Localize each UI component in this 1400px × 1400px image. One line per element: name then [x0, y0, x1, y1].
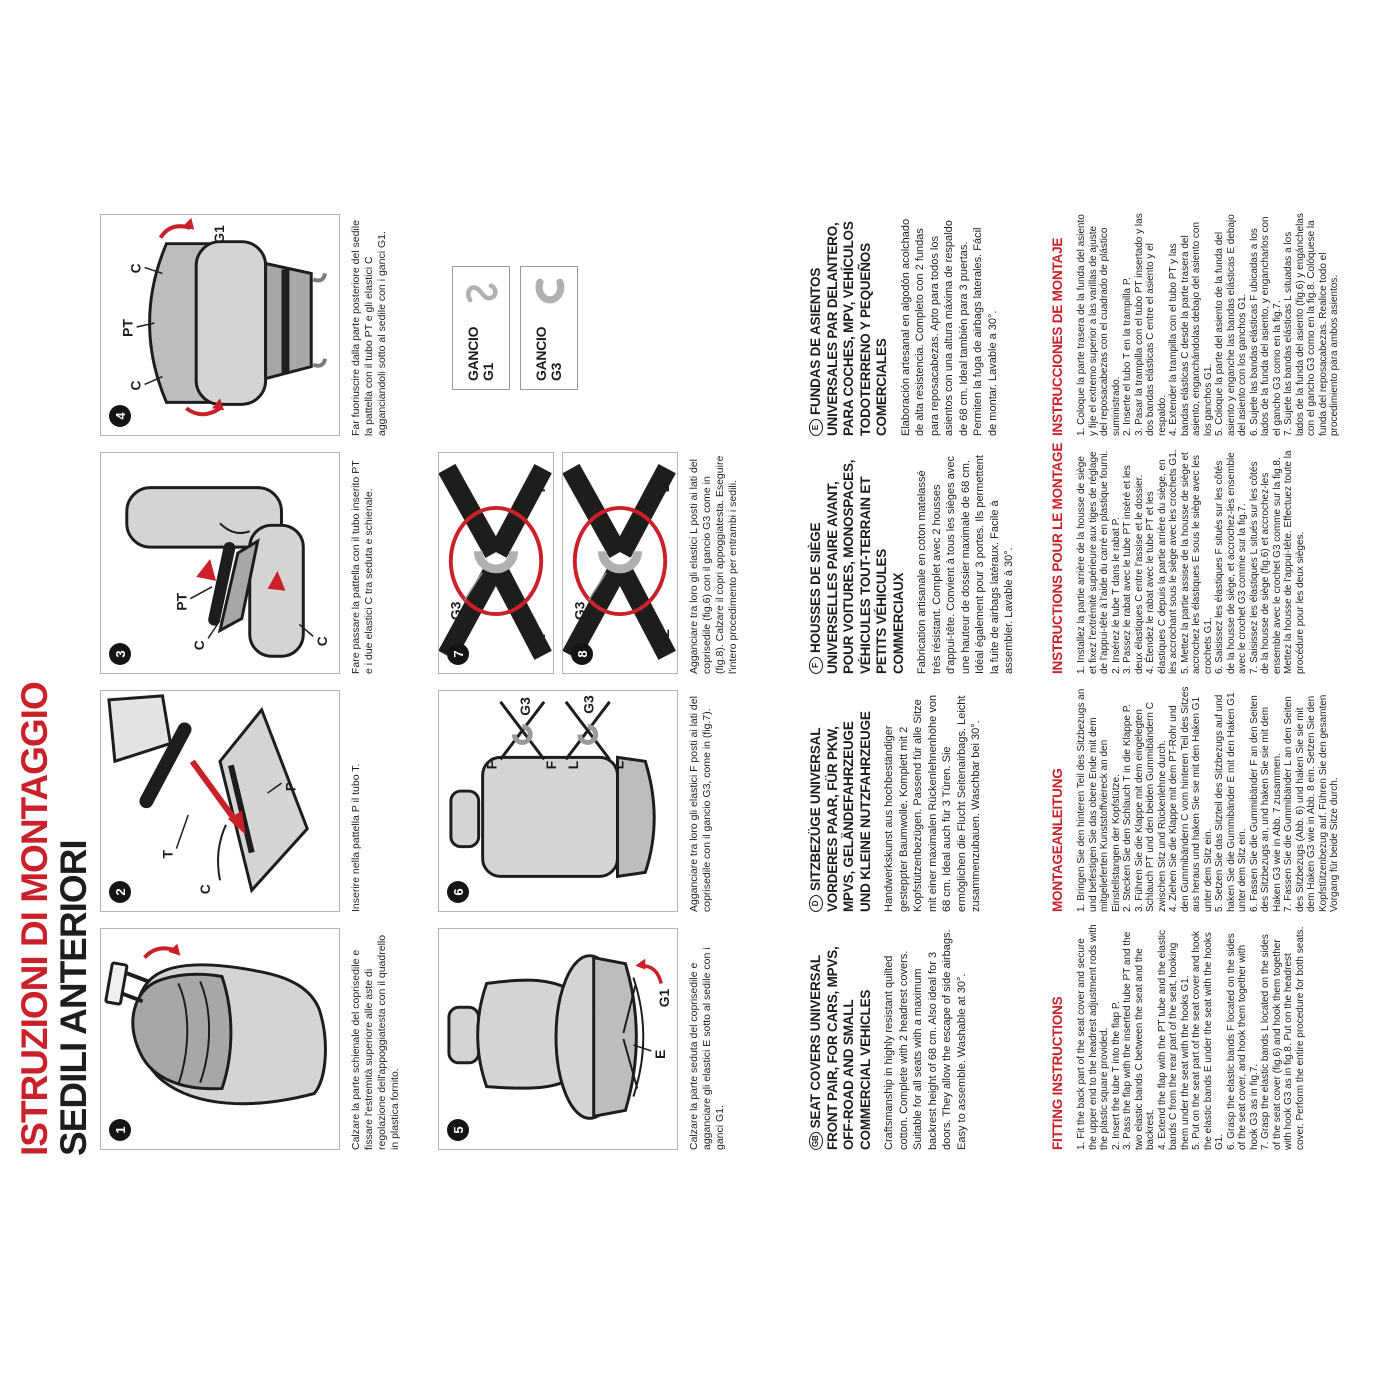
figure-3-drawing — [101, 451, 339, 673]
figure-5-drawing — [439, 927, 677, 1149]
step: 4. Extender la trampilla con el tubo PT y las bandas elásticas C desde la parte trasera del asiento, enganchándolas debajo del asiento con los ganchos G1. — [1168, 221, 1214, 436]
step: 7. Saisissez les élastiques L situés sur les côtés de la housse de siège (fig.6) et accrochez-les ensemble avec le crochet G3 comme sur la fig.8. Mettez la housse de l'appui-tête. Effectuez toute la procédure pour les deux sièges. — [1248, 450, 1306, 674]
figure-label: G3 — [580, 695, 597, 714]
figure-label: PT — [119, 319, 136, 337]
figure-panel-7 — [438, 452, 554, 674]
instructions-title-d: MONTAGEANLEITUNG — [1050, 768, 1065, 912]
steps-d — [1076, 686, 1341, 912]
figure-label: C — [127, 380, 144, 391]
step: 2. Stecken Sie den Schlauch T in die Klappe P. — [1122, 704, 1133, 912]
lang-badge-gb: GB — [809, 1132, 823, 1150]
intro-header-d — [808, 690, 874, 912]
step: 6. Sujete las bandas elásticas F ubicadas a los lados de la funda del asiento, y engancharlos con el gancho G3 como en la fig.7. — [1248, 216, 1283, 436]
figure-label: G1 — [656, 988, 673, 1008]
intro-body-e: Elaboración artesanal en algodón acolchado de alta resistencia. Completo con 2 fundas para reposacabezas. Apto para todos los asientos con una altura máxima de respaldo de 68 cm. Ideal también para 3 puertas. Permiten la fuga de airbags laterales. Fácil de montar. Lavable a 30°. — [899, 218, 999, 436]
figure-label: T — [159, 850, 176, 859]
figure-number-badge: 7 — [447, 643, 469, 665]
hook-word: GANCIO — [465, 326, 481, 381]
figure-panel-4 — [100, 214, 340, 436]
g1-hook-icon — [463, 275, 499, 311]
step: 1. Installez la partie arrière de la housse de siège et fixez l'extrémité supérieure aux tiges de réglage de l'appui-tête à l'aide du carré en plastique fourni. — [1076, 450, 1110, 674]
figure-label: L — [657, 629, 673, 638]
figure-label: C — [191, 640, 208, 651]
figure-panel-5 — [438, 928, 678, 1150]
step: 4. Étendez le rabat avec le tube PT et les élastiques C depuis la partie arrière du siège, en les accrochant sous le siège avec les crochets G1. — [1145, 449, 1179, 674]
figure-caption-3: Fare passare la pattella con il tubo inserito PT e i due elastici C tra seduta e schienale. — [350, 460, 375, 674]
figure-label: G3 — [448, 601, 464, 620]
figure-number-badge: 8 — [571, 643, 593, 665]
intro-title-f: HOUSSES DE SIÈGE UNIVERSELLES PAIRE AVANT, POUR VOITURES, MONOSPACES, VÉHICULES TOUT-TERRAIN ET PETITS VÉHICULES COMMERCIAUX — [808, 459, 906, 674]
figure-label: P — [282, 781, 299, 792]
step: 1. Bringen Sie den hinteren Teil des Sitzbezugs an und befestigen Sie das obere Ende mit dem mitgelieferten Kunststoffviereck an den Einstellstangen der Kopfstütze. — [1076, 688, 1122, 912]
figure-number-badge: 2 — [109, 881, 131, 903]
step: 4. Ziehen Sie die Klappe mit dem PT-Rohr und den Gummibändern C vom hinteren Teil des Sitzes aus heraus und haken Sie sie mit den Haken G1 unter dem Sitz ein. — [1168, 686, 1214, 912]
page-title: ISTRUZIONI DI MONTAGGIO — [14, 682, 55, 1156]
steps-e — [1076, 210, 1341, 436]
intro-title-e: FUNDAS DE ASIENTOS UNIVERSALES PAR DELANTERO, PARA COCHES, MPV, VEHÍCULOS TODOTERRENO Y PEQUEÑOS COMERCIALES — [808, 221, 889, 436]
figure-number-badge: 4 — [109, 405, 131, 427]
intro-body-f: Fabrication artisanale en coton matelassé très résistant. Complet avec 2 housses d'appui-tête. Convient à tous les sièges avec une hauteur de dossier maximale de 68 cm. Idéal également pour 3 portes. Ils permettent la fuite de airbags latéraux. Facile à assembler. Lavable à 30°. — [916, 455, 1015, 674]
figure-panel-8 — [562, 452, 678, 674]
intro-body-gb: Craftsmanship in highly resistant quilted cotton. Complete with 2 headrest covers. Suitable for all seats with a maximum backrest height of 68 cm. Also ideal for 3 doors. They allow the escape of side airbags. Easy to assemble. Washable at 30°. — [883, 929, 968, 1150]
step: 5. Mettez la partie assise de la housse de siège et accrochez les élastiques E sous le siège avec les crochets G1. — [1179, 452, 1214, 674]
lang-badge-f: F — [809, 657, 823, 674]
figure-caption-7-8: Agganciare tra loro gli elastici L posti ai lati del coprisedile (fig.6) con il gancio G3 come in (fig.8). Calzare il copri appoggiatesta. Eseguire l'intero procedimento per entrambi i sedili. — [688, 455, 739, 674]
figure-label: L — [657, 483, 673, 493]
figure-1-drawing — [101, 927, 339, 1149]
figure-label: C — [197, 884, 214, 895]
figure-caption-4: Far fuoriuscire dalla parte posteriore del sedile la pattella con il tubo PT e gli elastici C agganciandoli sotto al sedile con i ganci G1. — [350, 220, 388, 436]
intro-body-d: Handwerkskunst aus hochbeständiger gesteppter Baumwolle. Komplett mit 2 Kopfstützenbezügen. Passend für alle Sitze mit einer maximalen Rückenlehnenhöhe von 68 cm. Ideal auch für 3 Türen. Sie ermöglichen die Flucht Seitenairbags. Leicht zusammenzubauen. Waschbar bei 30°. — [883, 694, 982, 912]
steps-f — [1076, 448, 1306, 674]
figure-label: G3 — [572, 601, 588, 620]
lang-badge-d: D — [809, 895, 823, 912]
figure-label: C — [127, 263, 144, 274]
intro-gb — [808, 928, 969, 1150]
figure-label: C — [314, 636, 331, 647]
step: 3. Pasar la trampilla con el tubo PT insertado y las dos bandas elásticas C entre el asiento y el respaldo. — [1133, 213, 1168, 436]
figure-panel-6 — [438, 690, 678, 912]
step: 6. Fassen Sie die Gummibänder F an den Seiten des Sitzbezugs an, und haken Sie sie mit dem Haken G3 wie in Abb. 7 zusammen. — [1248, 695, 1283, 912]
step: 6. Grasp the elastic bands F located on the sides of the seat cover, and hook them together with hook G3 as in fig.7. — [1225, 933, 1260, 1150]
figure-label: F — [533, 629, 549, 638]
figure-number-badge: 3 — [109, 643, 131, 665]
intro-header-e — [808, 214, 891, 436]
figure-panel-1 — [100, 928, 340, 1150]
page-subtitle: SEDILI ANTERIORI — [53, 840, 94, 1156]
figure-label: G3 — [517, 697, 534, 716]
hook-code: G1 — [480, 362, 496, 381]
steps-gb — [1076, 924, 1306, 1150]
instructions-title-f: INSTRUCTIONS POUR LE MONTAGE — [1050, 442, 1065, 674]
figure-label: L — [610, 760, 627, 770]
intro-title-d: SITZBEZÜGE UNIVERSAL VORDERES PAAR, FÜR PKW, MPVS, GELÄNDEFAHRZEUGE UND KLEINE NUTZFAHRZEUGE — [808, 711, 873, 912]
step: 7. Fassen Sie die Gummibänder L an den Seiten des Sitzbezugs (Abb. 6) und haken Sie sie mit dem Haken G3 wie in Abb. 8 ein. Setzen Sie den Kopfstützenbezug auf. Führen Sie den gesamten Vorgang für beide Sitze durch. — [1283, 694, 1340, 912]
intro-title-gb: SEAT COVERS UNIVERSAL FRONT PAIR, FOR CARS, MPVS, OFF-ROAD AND SMALL COMMERCIAL VEHICLES — [808, 946, 873, 1150]
figure-caption-5: Calzare la parte seduta del coprisedile e agganciare gli elastici E sotto al sedile con i ganci G1. — [688, 947, 726, 1150]
figure-8-drawing — [563, 451, 677, 673]
figure-label: F — [483, 760, 500, 770]
g3-clip-icon — [531, 275, 567, 311]
intro-e — [808, 214, 1000, 436]
instructions-title-e: INSTRUCCIONES DE MONTAJE — [1050, 237, 1065, 436]
hook-word: GANCIO — [533, 326, 549, 381]
figure-panel-3 — [100, 452, 340, 674]
step: 5. Coloque la parte del asiento de la funda del asiento y enganche las bandas elásticas E debajo del asiento con los ganchos G1. — [1214, 214, 1248, 436]
hook-code: G3 — [548, 362, 564, 381]
intro-f — [808, 452, 1017, 674]
figure-label: F — [533, 483, 549, 493]
step: 5. Put on the seat part of the seat cover and hook the elastic bands E under the seat with the hooks G1. — [1191, 930, 1225, 1150]
figure-label: F — [543, 760, 560, 770]
step: 4. Extend the flap with the PT tube and the elastic bands C from the rear part of the seat, hooking them under the seat with the hooks G1. — [1156, 930, 1191, 1150]
step: 6. Saisissez les élastiques F situés sur les côtés de la housse de siège, et accrochez-les ensemble avec le crochet G3 comme sur la fig.7. — [1214, 452, 1248, 674]
figure-caption-6: Agganciare tra loro gli elastici F posti ai lati del coprisedile con il gancio G3, come in (fig.7). — [688, 696, 713, 912]
figure-label: G1 — [210, 225, 227, 244]
intro-d — [808, 690, 984, 912]
step: 1. Coloque la parte trasera de la funda del asiento y fije el extremo superior a las varillas de ajuste del reposacabezas con el cuadrado de plástico suministrado. — [1076, 214, 1122, 436]
intro-header-gb — [808, 928, 874, 1150]
lang-badge-e: E — [809, 419, 823, 436]
figure-number-badge: 5 — [447, 1119, 469, 1141]
step: 3. Passez le rabat avec le tube PT inséré et les deux élastiques C entre l'assise et le dossier. — [1122, 465, 1145, 674]
step: 7. Grasp the elastic bands L located on the sides of the seat cover (fig.6) and hook them together with hook G3 as in fig.8. Put on the headrest cover. Perform the entire procedure for both seats. — [1260, 926, 1306, 1150]
figure-7-drawing — [439, 451, 553, 673]
step: 2. Insérez le tube T dans le rabat P. — [1110, 517, 1122, 674]
step: 3. Führen Sie die Klappe mit dem eingelegten Schlauch PT und den beiden Gummibändern C zwischen Sitz und Rückenlehne durch. — [1133, 702, 1168, 912]
figure-label: L — [564, 760, 581, 770]
step: 3. Pass the flap with the inserted tube PT and the two elastic bands C between the seat and the backrest. — [1122, 931, 1156, 1150]
instructions-title-gb: FITTING INSTRUCTIONS — [1050, 996, 1065, 1150]
figure-number-badge: 1 — [109, 1119, 131, 1141]
figure-2-drawing — [101, 689, 339, 911]
figure-caption-1: Calzare la parte schienale del coprisedile e fissare l'estremità superiore alle aste di regolazione dell'appoggiatesta con il quadrello in plastica fornito. — [350, 934, 401, 1150]
hook-legend-g1 — [452, 266, 510, 390]
intro-header-f — [808, 452, 907, 674]
step: 5. Setzen Sie das Sitzteil des Sitzbezugs auf und haken Sie die Gummibänder E mit den Haken G1 unter dem Sitz ein. — [1214, 692, 1248, 912]
figure-number-badge: 6 — [447, 881, 469, 903]
hook-legend-g3 — [520, 266, 578, 390]
step: 2. Insert the tube T into the flap P. — [1110, 1001, 1122, 1150]
figure-label: E — [652, 1049, 669, 1059]
step: 1. Fit the back part of the seat cover and secure the upper end to the headrest adjustment rods with the plastic square provided. — [1076, 924, 1110, 1150]
figure-caption-2: Inserire nella pattella P il tubo T. — [350, 763, 362, 912]
step: 7. Sujete las bandas elásticas L situadas a los lados de la funda del asiento (fig.6) y engánchelas con el gancho G3 como en la fig.8. Colóquese la funda del reposacabezas. Realice todo el procedimiento para ambos asientos. — [1283, 213, 1340, 436]
figure-4-drawing — [101, 213, 339, 435]
figure-label: PT — [173, 592, 190, 611]
step: 2. Inserte el tubo T en la trampilla P. — [1122, 277, 1133, 436]
figure-panel-2 — [100, 690, 340, 912]
figure-6-drawing — [439, 689, 677, 911]
